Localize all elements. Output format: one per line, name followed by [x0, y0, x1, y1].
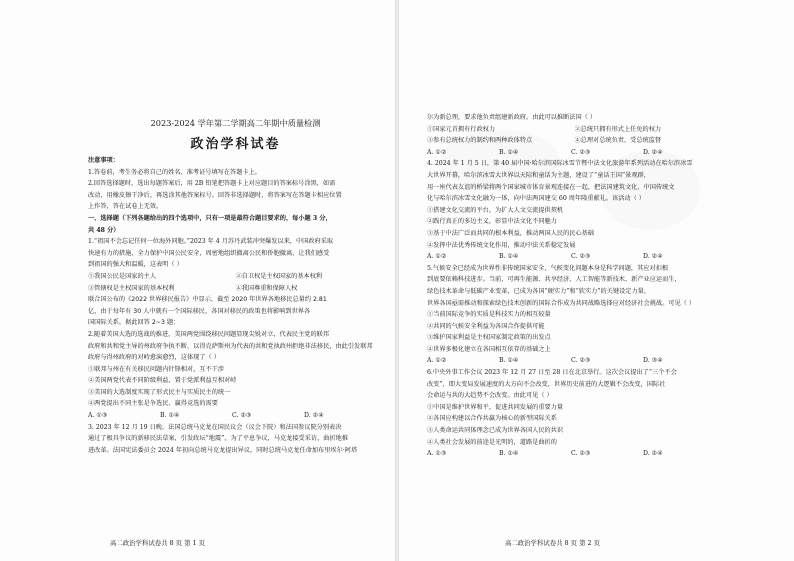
option-item: ③美国的大选制度实现了形式民主与实质民主的统一 — [88, 388, 231, 396]
question-4-stem: 4. 2024 年 1 月 5 日，第 40 届中国·哈尔滨国际冰雪节暨中法文化旅游年系列活动在哈尔滨冰雪 — [427, 160, 693, 168]
answer-choice: B. ①④ — [499, 450, 519, 458]
question-4-stem: 大世界开幕，哈尔滨冰雪大世界以天际和童话为主题，建设了“童话王国”景观群， — [427, 171, 650, 179]
question-3-answers — [427, 147, 722, 159]
option-item: ①我国公民是国家的主人 — [88, 272, 157, 280]
option-item: ②践行真正的多边主义，彰显中法文化不同魅力 — [427, 218, 557, 226]
answer-choice: A. ①② — [427, 357, 447, 365]
section-heading: 共 48 分） — [88, 226, 120, 234]
option-item: ①联邦与州在有关移民问题内针锋相对，互不干涉 — [88, 365, 225, 373]
question-5-answers — [427, 355, 722, 367]
answer-choice: C. ②③ — [571, 253, 591, 261]
page-footer: 高二政治学科试卷共 8 页 第 1 页 — [110, 539, 205, 547]
answer-choice: A. ①③ — [88, 412, 108, 420]
option-item: ④总理对总统负责，受总统监督 — [574, 137, 662, 145]
answer-choice: D. ③④ — [643, 357, 663, 365]
option-item: ④我国尊重和保障人权 — [235, 284, 298, 292]
question-2-stem: 2.随着美国大选的选战的推进，美国两党围绕移民问题显现尖锐对立，代表民主党的联邦 — [88, 330, 330, 338]
question-3-stem: 尔为新总理，要求他负责组建新政府。由此可以推断法国（ ） — [427, 114, 597, 121]
answer-choice: B. ①④ — [499, 253, 519, 261]
answer-choice: D. ②④ — [304, 412, 324, 420]
answer-choice: C. ②③ — [571, 148, 591, 156]
option-item: ④两党提出不同主张是争选民、赢得竞选的需要 — [88, 400, 218, 408]
question-5-stem: 到底要依赖科技进步。当前，可再生能源、共享经济、人工智能等新技术、新产业应运而生， — [427, 276, 681, 284]
option-item: ②美国两党代表不同阶级利益，置于党派利益互相对峙 — [88, 377, 237, 385]
answer-choice: D. ②④ — [643, 450, 663, 458]
option-item: ①搭建文化交流的平台，为扩大人文交流提供契机 — [427, 206, 564, 214]
question-6-answers — [427, 448, 722, 460]
page-2-body — [427, 112, 722, 460]
question-4-answers — [427, 251, 722, 263]
option-item: ②共同的气候安全利益为各国合作提供可能 — [427, 322, 545, 330]
option-item: ③参有总统权力的制约和两种政体特点 — [427, 137, 533, 145]
question-5-stem: 5.气候安全已经成为世界性非传统国家安全，气候变化问题本身是科学问题，其应对扣根 — [427, 264, 669, 272]
question-5-stem: 绿色技术革命与低碳产业变革，已成为各国“硬实力”和“软实力”的关键设定力量， — [427, 287, 651, 295]
subject-title: 政治学科试卷 — [190, 137, 281, 152]
question-1-options — [88, 271, 383, 283]
question-3-options — [427, 124, 722, 136]
option-item: ④发挥中法优秀传统文化作用，推动中法关系稳定发展 — [427, 241, 576, 249]
option-item: ②自卫权是主权国家的基本权利 — [235, 272, 323, 280]
note-line: 上作答，答在试卷上无效。 — [88, 203, 163, 211]
exam-page-2 — [397, 0, 794, 561]
exam-title: 2023-2024 学年第二学期高二年期中质量检测 — [150, 118, 321, 128]
page-1-body — [88, 155, 383, 456]
material-text: 联合国公布的《2022 世界移民报告》中显示，截至 2020 年世界各地移民总量约 2.81 — [88, 296, 327, 304]
answer-choice: C. ②③ — [571, 450, 591, 458]
notes-heading: 注意事项： — [88, 157, 119, 164]
option-item: ①当前国际竞争的实质是科技实力的相互较量 — [427, 311, 551, 319]
question-3-options — [427, 135, 722, 147]
material-text: 国国际关系。据此回答 2~3 题： — [88, 319, 180, 327]
question-3-stem: 3. 2023 年 12 月 19 日晚，法国总统马克龙在国民议会（议会下院）和法国参议院分别表决 — [88, 423, 342, 431]
option-item: ①国家元首拥有行政权力 — [427, 125, 496, 133]
page-footer: 高二政治学科试卷共 8 页 第 2 页 — [505, 539, 600, 547]
question-1-stem: 1.“祖国不会忘记任何一位海外同胞。”2023 年 4 月苏丹武装冲突爆发以来，中国政府采取 — [88, 238, 334, 246]
note-line: 2.回答选择题时，选出每题答案后，用 2B 铅笔把答题卡上对应题目的答案标号涂黑，如需 — [88, 180, 336, 188]
answer-choice: B. ①④ — [499, 357, 519, 365]
answer-choice: A. ①② — [427, 148, 447, 156]
question-6-stem: 会命运与共的大趋势不会改变。由此可见（ ） — [427, 392, 553, 400]
option-item: ③基于中法广泛而共同的根本利益，推动两国人民的民心基础 — [427, 229, 595, 237]
question-1-stem: 到祖国的强大和温暖，这表明（ ） — [88, 261, 183, 269]
option-item: ③维护国家利益是主权国家制定政策的出发点 — [427, 334, 551, 342]
answer-choice: D. ②④ — [643, 148, 663, 156]
note-line: 1.答卷前，考生务必将自己的姓名、准考证号填写在答题卡上。 — [88, 168, 261, 176]
answer-choice: C. ②③ — [571, 357, 591, 365]
question-2-answers — [88, 410, 383, 422]
answer-choice: D. ②④ — [643, 253, 663, 261]
option-item: ②各国应构建以合作共赢为核心的新型国际关系 — [427, 415, 557, 423]
question-5-stem: 世界各国亟需推动和探索绿色技术创新的国际合作成为共同战略选择应对经济社会挑战。可见（ ） — [427, 299, 696, 307]
answer-choice: A. ①③ — [427, 450, 447, 458]
option-item: ③人类命运共同体理念已成为世界各国人民的共识 — [427, 427, 564, 435]
option-item: ④世界多极化建立在各国相互依存的基础之上 — [427, 345, 551, 353]
question-2-stem: 政府与得州政府的对峙愈演愈烈，这体现了（ ） — [88, 354, 220, 362]
section-heading: 一、选择题（下列各题给出的四个选项中，只有一项是最符合题目要求的，每小题 3 分， — [88, 214, 332, 222]
option-item: ④人类社会发展的前途是光明的，道路是曲折的 — [427, 438, 557, 446]
question-2-stem: 政府和共和党主导的州政府争执不断，以得克萨斯州为代表的共和党执政州拒绝非法移民，由此引发联邦 — [88, 342, 373, 350]
option-item: ③管辖权是主权国家的基本权利 — [88, 284, 175, 292]
question-4-stem: 用一座代表友谊的桥梁将两个国家城市体育景观连接在一起，把法国建筑文化、中国传统文 — [427, 183, 675, 191]
question-3-stem: 进改革。法国宪法委员会 2024 年初向总统马克龙提出异议，同时总统马克龙任命加布里埃尔·阿塔 — [88, 446, 358, 454]
option-item: ②总统只拥有形式上任免的权力 — [574, 125, 662, 133]
answer-choice: C. ②③ — [232, 412, 252, 420]
option-item: ①中国是维护世界和平，促进共同发展的重要力量 — [427, 403, 564, 411]
answer-choice: B. ①④ — [160, 412, 180, 420]
question-1-options — [88, 283, 383, 295]
answer-choice: A. ①② — [427, 253, 447, 261]
question-6-stem: 6.中央外事工作会议 2023 年 12 月 27 日至 28 日在北京举行。这次会议提出了“三个不会 — [427, 369, 677, 377]
question-4-stem: 化与哈尔滨冰雪文化融为一体，向中法两国建交 60 周年隆重献礼。该活动（ ） — [427, 195, 645, 203]
question-1-stem: 快速有力的措施，全力保护中国公民安全，周密地组织撤离公民和侨胞撤离，让我们感受 — [88, 249, 330, 257]
answer-choice: B. ①④ — [499, 148, 519, 156]
question-6-stem: 改变”，即大变局发展速度的大方向不会改变，世界历史前进的大逻辑不会改变，国际社 — [427, 380, 666, 388]
question-3-stem: 通过了极具争议的新移民法草案，引发政坛“地震”，为了平息争议，马克龙接受采访，曲折地推 — [88, 435, 349, 443]
note-line: 改动，用橡皮擦干净后，再选涂其他答案标号。回答非选择题时，将答案写在答题卡相应位置 — [88, 191, 342, 199]
material-text: 亿，由于每年有 30 人中就有一个国际移民，各国对移民的政策也将影响到世界各 — [88, 307, 311, 315]
